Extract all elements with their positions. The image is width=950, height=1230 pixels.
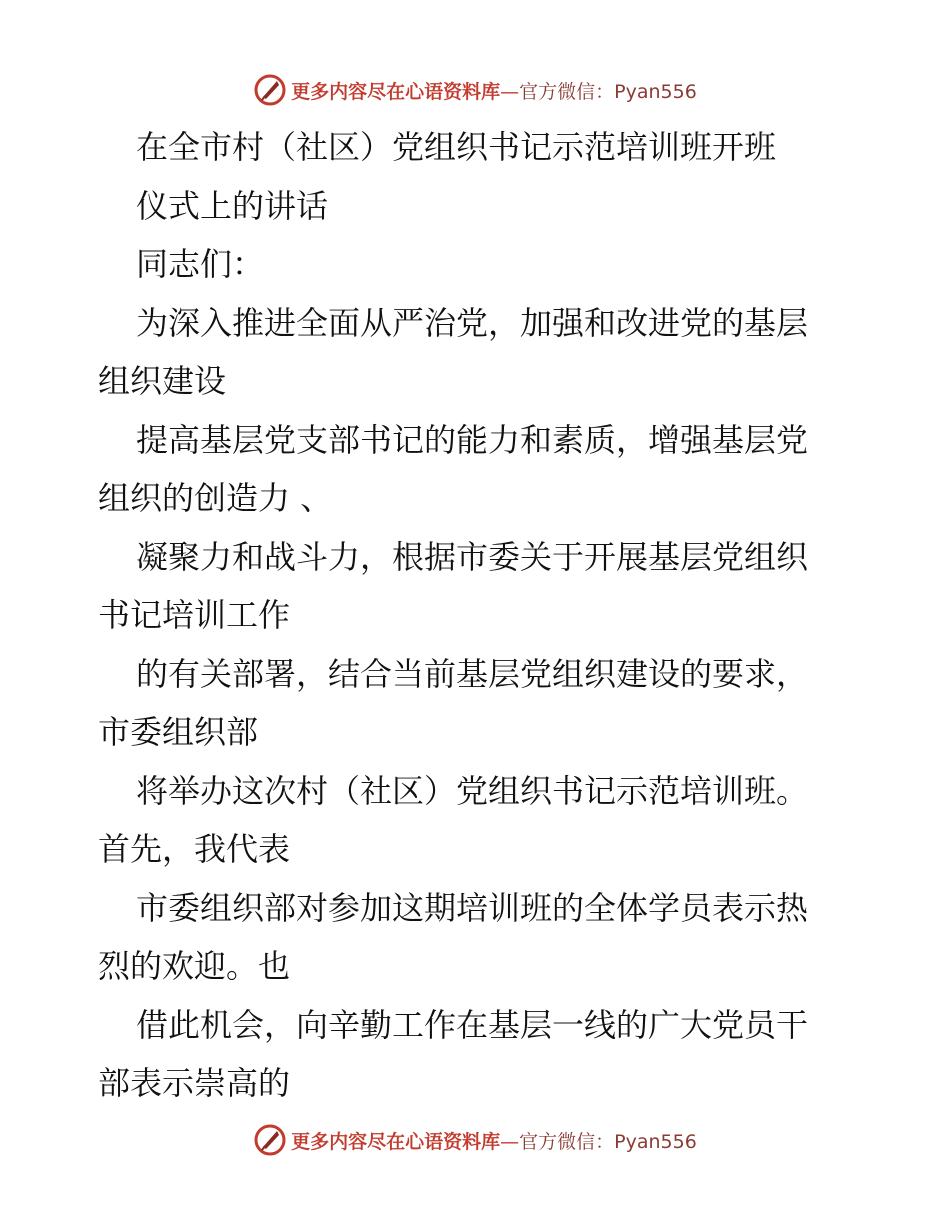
text-line: 组织建设 xyxy=(98,362,227,400)
text-line: 首先，我代表 xyxy=(98,830,291,868)
watermark-separator: — xyxy=(500,1130,520,1153)
footer-watermark xyxy=(0,1120,950,1160)
quill-logo-icon xyxy=(253,73,287,107)
text-line: 将举办这次村（社区）党组织书记示范培训班。 xyxy=(136,771,809,810)
text-line: 书记培训工作 xyxy=(98,596,291,634)
text-line: 为深入推进全面从严治党，加强和改进党的基层 xyxy=(136,303,809,342)
text-line: 部表示崇高的 xyxy=(98,1064,291,1102)
quill-logo-icon xyxy=(253,1123,287,1157)
text-line: 借此机会，向辛勤工作在基层一线的广大党员干 xyxy=(136,1005,809,1044)
text-line: 在全市村（社区）党组织书记示范培训班开班 xyxy=(136,128,777,166)
text-line: 的有关部署，结合当前基层党组织建设的要求， xyxy=(136,654,809,693)
text-line: 提高基层党支部书记的能力和素质，增强基层党 xyxy=(136,420,809,459)
watermark-contact: 官方微信：Pyan556 xyxy=(519,1130,697,1153)
document-body xyxy=(98,118,858,1113)
text-line: 烈的欢迎。也 xyxy=(98,947,291,985)
header-watermark xyxy=(0,70,950,110)
watermark-separator: — xyxy=(500,80,520,103)
text-line: 仪式上的讲话 xyxy=(136,186,329,225)
watermark-contact: 官方微信：Pyan556 xyxy=(519,80,697,103)
text-line: 凝聚力和战斗力，根据市委关于开展基层党组织 xyxy=(136,537,809,576)
text-line: 同志们： xyxy=(136,245,265,283)
watermark-brand: 更多内容尽在心语资料库 xyxy=(291,80,501,103)
watermark-brand: 更多内容尽在心语资料库 xyxy=(291,1130,501,1153)
text-line: 组织的创造力 、 xyxy=(98,479,333,517)
text-line: 市委组织部对参加这期培训班的全体学员表示热 xyxy=(136,888,809,927)
text-line: 市委组织部 xyxy=(98,713,259,751)
